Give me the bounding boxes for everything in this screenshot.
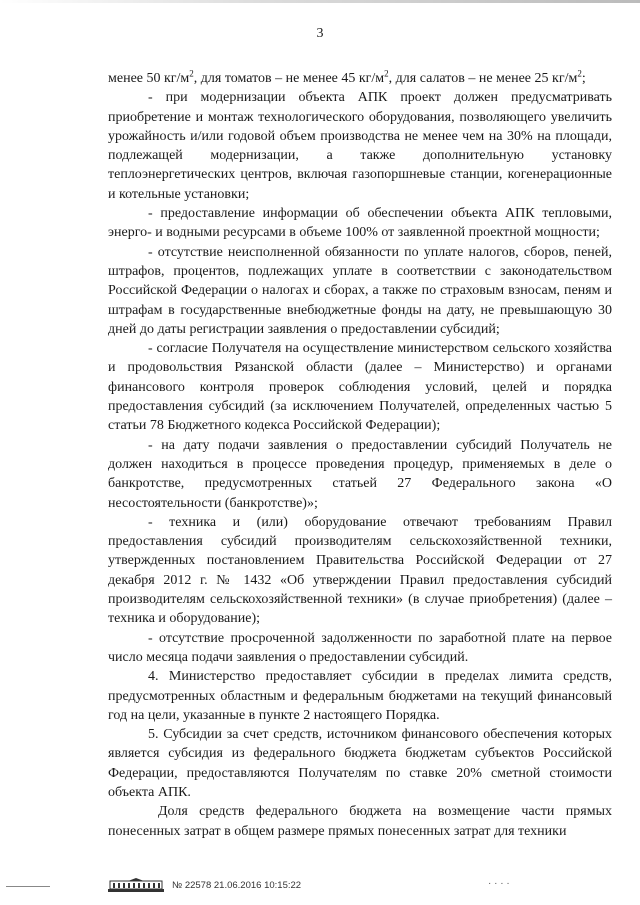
paragraph-equipment: - техника и (или) оборудование отвечают требованиям Правил предоставления субсидий производителям сельскохозяйственной техники, утвержденных постановлением Правительства Российской Федерации от 27 декабря 2012 г. № 1432 «Об утверждении Правил предоставления субсидий производителям сельскохозяйственной техники» (в случае приобретения) (далее – техника и оборудование);	[108, 514, 612, 627]
building-logo-icon	[108, 878, 164, 892]
paragraph-bankruptcy: - на дату подачи заявления о предоставлении субсидий Получатель не должен находиться в процессе проведения процедур, применяемых в деле о банкротстве, предусмотренных статьей 27 Федерального закона «О несостоятельности (банкротстве)»;	[108, 437, 612, 511]
paragraph-salary: - отсутствие просроченной задолженности по заработной плате на первое число месяца подачи заявления о предоставлении субсидий.	[108, 630, 612, 665]
paragraph-taxes: - отсутствие неисполненной обязанности по уплате налогов, сборов, пеней, штрафов, процентов, подлежащих уплате в соответствии с законодательством Российской Федерации о налогах и сборах, а также по страховым взносам, пеням и штрафам в государственные внебюджетные фонды на дату, не превышающую 30 дней до даты регистрации заявления о предоставлении субсидий;	[108, 244, 612, 337]
registration-stamp: № 22578 21.06.2016 10:15:22	[172, 880, 302, 891]
page-number: 3	[316, 26, 324, 41]
document-body	[108, 69, 612, 841]
scan-top-edge	[0, 0, 640, 3]
paragraph-consent: - согласие Получателя на осуществление министерством сельского хозяйства и продовольствия Рязанской области (далее – Министерство) и органами финансового контроля проверок соблюдения условий, целей и порядка предоставления субсидий (за исключением Получателей, определенных частью 5 статьи 78 Бюджетного кодекса Российской Федерации);	[108, 341, 612, 434]
paragraph-federal-share: Доля средств федерального бюджета на возмещение части прямых понесенных затрат в общем размере прямых понесенных затрат для техники	[108, 804, 612, 839]
paragraph-norms: менее 50 $кг/м^2$, для томатов – не менее 45 $кг/м^2$, для салатов – не менее 25 $кг/м^2$;	[108, 68, 586, 86]
paragraph-4-limits: 4. Министерство предоставляет субсидии в пределах лимита средств, предусмотренных областным и федеральным бюджетами на текущий финансовый год на цели, указанные в пункте 2 настоящего Порядка.	[108, 669, 612, 723]
paragraph-5-rate: 5. Субсидии за счет средств, источником финансового обеспечения которых является субсидия из федерального бюджета бюджетам субъектов Российской Федерации, предоставляются Получателям по ставке 20% сметной стоимости объекта АПК.	[108, 727, 612, 800]
divider-line	[6, 886, 50, 887]
paragraph-modernization: - при модернизации объекта АПК проект должен предусматривать приобретение и монтаж технологического оборудования, позволяющего увеличить урожайность и/или годовой объем производства не менее чем на 30% на площади, подлежащей модернизации, а также дополнительную установку теплоэнергетических центров, включая газопоршневые станции, когенерационные и котельные установки;	[108, 90, 612, 202]
paragraph-resources: - предоставление информации об обеспечении объекта АПК тепловыми, энерго- и водными ресурсами в объеме 100% от заявленной проектной мощности;	[108, 206, 612, 241]
scan-marks: · · · ·	[488, 878, 510, 889]
page-footer	[0, 876, 640, 896]
